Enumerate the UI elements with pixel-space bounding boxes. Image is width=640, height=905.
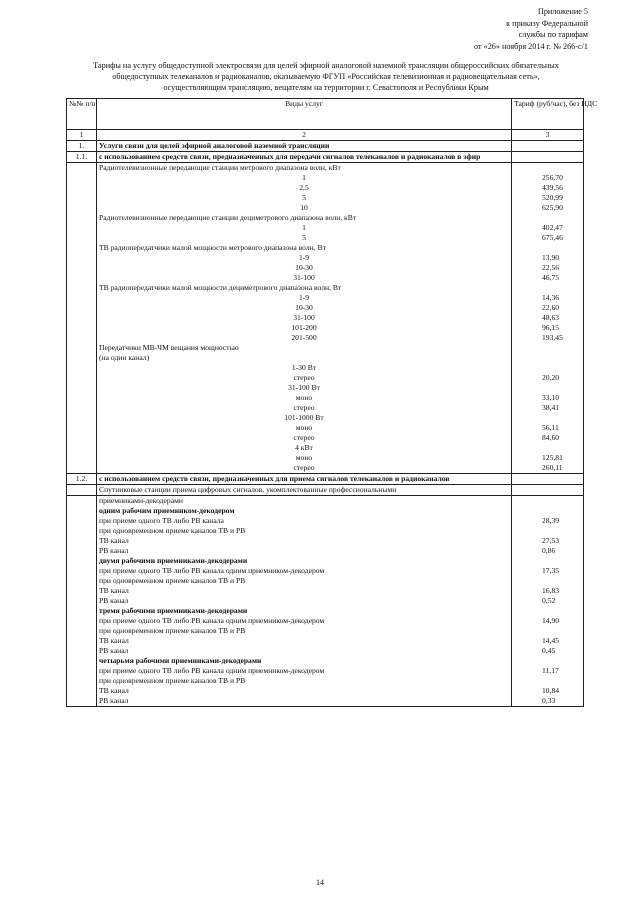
- row-number: [67, 343, 97, 353]
- service-name: ТВ канал: [97, 686, 512, 696]
- service-name: РВ канал: [97, 646, 512, 656]
- tariff-value: 520,99: [512, 193, 584, 203]
- service-name: тремя рабочими приемниками-декодерами: [97, 606, 512, 616]
- table-column-numbers: [67, 130, 584, 141]
- row-number: [67, 506, 97, 516]
- row-number: [67, 546, 97, 556]
- row-number: 1.1.: [67, 152, 97, 163]
- col-num-1: 1: [67, 130, 97, 141]
- row-number: [67, 183, 97, 193]
- service-name: при одновременном приеме каналов ТВ и РВ: [97, 576, 512, 586]
- header-line-2: к приказу Федеральной: [506, 18, 588, 28]
- row-number: [67, 616, 97, 626]
- service-name: ТВ радиопередатчики малой мощности дециметрового диапазона волн, Вт: [97, 283, 512, 293]
- tariff-value: [512, 152, 584, 163]
- row-number: [67, 423, 97, 433]
- row-number: [67, 596, 97, 606]
- row-number: [67, 686, 97, 696]
- service-name: ТВ канал: [97, 636, 512, 646]
- table-row: [67, 463, 584, 474]
- row-number: [67, 586, 97, 596]
- table-row: [67, 193, 584, 203]
- document-title: [66, 60, 586, 93]
- row-number: [67, 233, 97, 243]
- table-row: [67, 141, 584, 152]
- tariff-value: [512, 526, 584, 536]
- service-name: 101-200: [97, 323, 512, 333]
- table-row: [67, 596, 584, 606]
- service-name: при одновременном приеме каналов ТВ и РВ: [97, 676, 512, 686]
- row-number: [67, 373, 97, 383]
- table-row: [67, 506, 584, 516]
- service-name: четырьмя рабочими приемниками-декодерами: [97, 656, 512, 666]
- row-number: [67, 403, 97, 413]
- row-number: [67, 363, 97, 373]
- tariff-value: 38,41: [512, 403, 584, 413]
- table-row: [67, 213, 584, 223]
- table-row: [67, 313, 584, 323]
- service-name: при приеме одного ТВ либо РВ канала одним приемником-декодером: [97, 666, 512, 676]
- tariff-value: 0,45: [512, 646, 584, 656]
- row-number: [67, 303, 97, 313]
- row-number: [67, 313, 97, 323]
- service-name: 1-30 Вт: [97, 363, 512, 373]
- service-name: двумя рабочими приемниками-декодерами: [97, 556, 512, 566]
- service-name: Спутниковые станции приема цифровых сигналов, укомплектованные профессиональными: [97, 485, 512, 496]
- row-number: [67, 223, 97, 233]
- table-header-row: [67, 99, 584, 130]
- service-name: ТВ канал: [97, 586, 512, 596]
- row-number: [67, 173, 97, 183]
- row-number: [67, 666, 97, 676]
- tariff-value: 96,15: [512, 323, 584, 333]
- service-name: стерео: [97, 463, 512, 474]
- tariff-value: 0,52: [512, 596, 584, 606]
- table-row: [67, 323, 584, 333]
- row-number: [67, 656, 97, 666]
- tariff-value: 14,45: [512, 636, 584, 646]
- service-name: 1-9: [97, 293, 512, 303]
- row-number: [67, 526, 97, 536]
- table-row: [67, 263, 584, 273]
- table-row: [67, 516, 584, 526]
- service-name: Радиотелевизионные передающие станции дециметрового диапазона волн, кВт: [97, 213, 512, 223]
- row-number: [67, 293, 97, 303]
- row-number: [67, 443, 97, 453]
- tariff-value: [512, 576, 584, 586]
- row-number: [67, 626, 97, 636]
- header-line-3: службы по тарифам: [518, 30, 588, 40]
- row-number: [67, 383, 97, 393]
- tariff-value: 0,33: [512, 696, 584, 707]
- document-header: [474, 6, 588, 52]
- table-row: [67, 453, 584, 463]
- table-row: [67, 586, 584, 596]
- service-name: Передатчики МВ-ЧМ вещания мощностью: [97, 343, 512, 353]
- table-row: [67, 423, 584, 433]
- service-name: 1: [97, 223, 512, 233]
- service-name: 2,5: [97, 183, 512, 193]
- table-row: [67, 353, 584, 363]
- row-number: [67, 676, 97, 686]
- title-line-2: общедоступных телеканалов и радиоканалов, оказываемую ФГУП «Российская телевизионная и радиовещательная сеть»,: [112, 72, 540, 81]
- table-row: [67, 203, 584, 213]
- tariff-value: 22,60: [512, 303, 584, 313]
- table-row: [67, 273, 584, 283]
- table-row: [67, 576, 584, 586]
- table-row: [67, 363, 584, 373]
- table-row: [67, 546, 584, 556]
- col-service-header: Виды услуг: [97, 99, 512, 130]
- table-row: [67, 303, 584, 313]
- tariff-value: 439,56: [512, 183, 584, 193]
- tariff-value: 28,39: [512, 516, 584, 526]
- tariff-value: [512, 363, 584, 373]
- tariff-value: 0,86: [512, 546, 584, 556]
- service-name: моно: [97, 453, 512, 463]
- service-name: при приеме одного ТВ либо РВ канала одним приемником-декодером: [97, 566, 512, 576]
- service-name: 31-100: [97, 313, 512, 323]
- service-name: РВ канал: [97, 546, 512, 556]
- table-row: [67, 526, 584, 536]
- service-name: 1-9: [97, 253, 512, 263]
- service-name: РВ канал: [97, 696, 512, 707]
- tariff-value: [512, 343, 584, 353]
- row-number: [67, 576, 97, 586]
- table-row: [67, 656, 584, 666]
- row-number: [67, 203, 97, 213]
- tariff-value: [512, 656, 584, 666]
- service-name: стерео: [97, 433, 512, 443]
- table-row: [67, 636, 584, 646]
- col-num-2: 2: [97, 130, 512, 141]
- service-name: 10-30: [97, 303, 512, 313]
- tariff-value: 33,10: [512, 393, 584, 403]
- service-name: Радиотелевизионные передающие станции метрового диапазона волн, кВт: [97, 163, 512, 174]
- row-number: [67, 433, 97, 443]
- title-line-1: Тарифы на услугу общедоступной электросвязи для целей эфирной аналоговой наземной трансляции общероссийских обязательных: [93, 61, 559, 70]
- table-row: [67, 163, 584, 174]
- service-name: при одновременном приеме каналов ТВ и РВ: [97, 626, 512, 636]
- tariff-value: [512, 383, 584, 393]
- tariff-value: [512, 353, 584, 363]
- tariff-value: [512, 506, 584, 516]
- table-row: [67, 686, 584, 696]
- title-line-3: осуществляющим трансляцию, вещателям на территории г. Севастополя и Республики Крым: [163, 83, 489, 92]
- table-row: [67, 536, 584, 546]
- row-number: [67, 193, 97, 203]
- row-number: [67, 253, 97, 263]
- row-number: [67, 646, 97, 656]
- table-row: [67, 383, 584, 393]
- tariff-value: [512, 485, 584, 496]
- row-number: [67, 485, 97, 496]
- tariff-value: 256,70: [512, 173, 584, 183]
- service-name: 101-1000 Вт: [97, 413, 512, 423]
- service-name: при одновременном приеме каналов ТВ и РВ: [97, 526, 512, 536]
- service-name: стерео: [97, 373, 512, 383]
- tariff-value: [512, 141, 584, 152]
- table-row: [67, 606, 584, 616]
- table-row: [67, 616, 584, 626]
- service-name: ТВ канал: [97, 536, 512, 546]
- row-number: [67, 496, 97, 507]
- row-number: [67, 323, 97, 333]
- service-name: 10-30: [97, 263, 512, 273]
- row-number: [67, 556, 97, 566]
- tariff-value: [512, 474, 584, 485]
- tariff-value: [512, 163, 584, 174]
- tariff-value: 675,46: [512, 233, 584, 243]
- service-name: 31-100 Вт: [97, 383, 512, 393]
- table-row: [67, 556, 584, 566]
- table-row: [67, 253, 584, 263]
- service-name: приемниками-декодерами: [97, 496, 512, 507]
- tariff-value: [512, 413, 584, 423]
- row-number: [67, 516, 97, 526]
- table-row: [67, 696, 584, 707]
- row-number: [67, 333, 97, 343]
- table-row: [67, 403, 584, 413]
- row-number: [67, 413, 97, 423]
- table-row: [67, 233, 584, 243]
- tariff-value: [512, 283, 584, 293]
- tariff-value: [512, 676, 584, 686]
- table-row: [67, 343, 584, 353]
- service-name: 5: [97, 193, 512, 203]
- col-number-header: №№ п/п: [67, 99, 97, 130]
- table-row: [67, 152, 584, 163]
- table-row: [67, 183, 584, 193]
- service-name: моно: [97, 393, 512, 403]
- tariff-value: 10,84: [512, 686, 584, 696]
- tariff-value: 17,35: [512, 566, 584, 576]
- service-name: стерео: [97, 403, 512, 413]
- tariff-value: 625,90: [512, 203, 584, 213]
- row-number: 1.: [67, 141, 97, 152]
- service-name: с использованием средств связи, предназначенных для передачи сигналов телеканалов и радиоканалов в эфир: [97, 152, 512, 163]
- tariff-value: 48,63: [512, 313, 584, 323]
- service-name: с использованием средств связи, предназначенных для приема сигналов телеканалов и радиоканалов: [97, 474, 512, 485]
- row-number: [67, 453, 97, 463]
- col-num-3: 3: [512, 130, 584, 141]
- table-row: [67, 676, 584, 686]
- header-line-4: от «26» ноября 2014 г. № 266-с/1: [473, 41, 588, 51]
- table-row: [67, 646, 584, 656]
- tariff-value: 402,47: [512, 223, 584, 233]
- row-number: 1.2.: [67, 474, 97, 485]
- service-name: 1: [97, 173, 512, 183]
- tariff-value: 14,90: [512, 616, 584, 626]
- row-number: [67, 393, 97, 403]
- tariff-value: 16,83: [512, 586, 584, 596]
- row-number: [67, 353, 97, 363]
- tariff-value: 20,20: [512, 373, 584, 383]
- page-number: 14: [316, 878, 324, 887]
- tariff-value: [512, 606, 584, 616]
- table-row: [67, 173, 584, 183]
- header-line-1: Приложение 5: [537, 7, 588, 16]
- tariff-value: [512, 556, 584, 566]
- row-number: [67, 636, 97, 646]
- row-number: [67, 213, 97, 223]
- tariff-table: [66, 98, 598, 707]
- tariff-value: [512, 496, 584, 507]
- tariff-value: 46,75: [512, 273, 584, 283]
- service-name: моно: [97, 423, 512, 433]
- tariff-value: 27,53: [512, 536, 584, 546]
- tariff-value: 260,11: [512, 463, 584, 474]
- service-name: при приеме одного ТВ либо РВ канала: [97, 516, 512, 526]
- row-number: [67, 463, 97, 474]
- table-row: [67, 474, 584, 485]
- service-name: одним рабочим приемником-декодером: [97, 506, 512, 516]
- tariff-value: [512, 243, 584, 253]
- table-row: [67, 283, 584, 293]
- tariff-value: 11,17: [512, 666, 584, 676]
- tariff-value: [512, 626, 584, 636]
- table-row: [67, 566, 584, 576]
- service-name: 5: [97, 233, 512, 243]
- col-tariff-header: Тариф (руб/час), без НДС: [512, 99, 584, 130]
- service-name: 201-500: [97, 333, 512, 343]
- service-name: 4 кВт: [97, 443, 512, 453]
- tariff-value: 84,60: [512, 433, 584, 443]
- service-name: 10: [97, 203, 512, 213]
- service-name: при приеме одного ТВ либо РВ канала одним приемником-декодером: [97, 616, 512, 626]
- tariff-value: [512, 213, 584, 223]
- table-row: [67, 496, 584, 507]
- row-number: [67, 273, 97, 283]
- tariff-value: 56,11: [512, 423, 584, 433]
- row-number: [67, 263, 97, 273]
- table-row: [67, 485, 584, 496]
- service-name: 31-100: [97, 273, 512, 283]
- row-number: [67, 536, 97, 546]
- table-row: [67, 433, 584, 443]
- service-name: Услуги связи для целей эфирной аналоговой наземной трансляции: [97, 141, 512, 152]
- tariff-value: 14,36: [512, 293, 584, 303]
- table-row: [67, 666, 584, 676]
- row-number: [67, 566, 97, 576]
- table-row: [67, 243, 584, 253]
- table-row: [67, 373, 584, 383]
- table-row: [67, 333, 584, 343]
- tariff-value: 125,81: [512, 453, 584, 463]
- table-row: [67, 293, 584, 303]
- row-number: [67, 163, 97, 174]
- row-number: [67, 243, 97, 253]
- service-name: ТВ радиопередатчики малой мощности метрового диапазона волн, Вт: [97, 243, 512, 253]
- tariff-value: 13,90: [512, 253, 584, 263]
- row-number: [67, 696, 97, 707]
- tariff-value: 193,45: [512, 333, 584, 343]
- row-number: [67, 606, 97, 616]
- row-number: [67, 283, 97, 293]
- service-name: (на один канал): [97, 353, 512, 363]
- table-row: [67, 393, 584, 403]
- tariff-value: [512, 443, 584, 453]
- table-row: [67, 626, 584, 636]
- service-name: РВ канал: [97, 596, 512, 606]
- table-row: [67, 443, 584, 453]
- table-row: [67, 413, 584, 423]
- tariff-value: 22,56: [512, 263, 584, 273]
- table-row: [67, 223, 584, 233]
